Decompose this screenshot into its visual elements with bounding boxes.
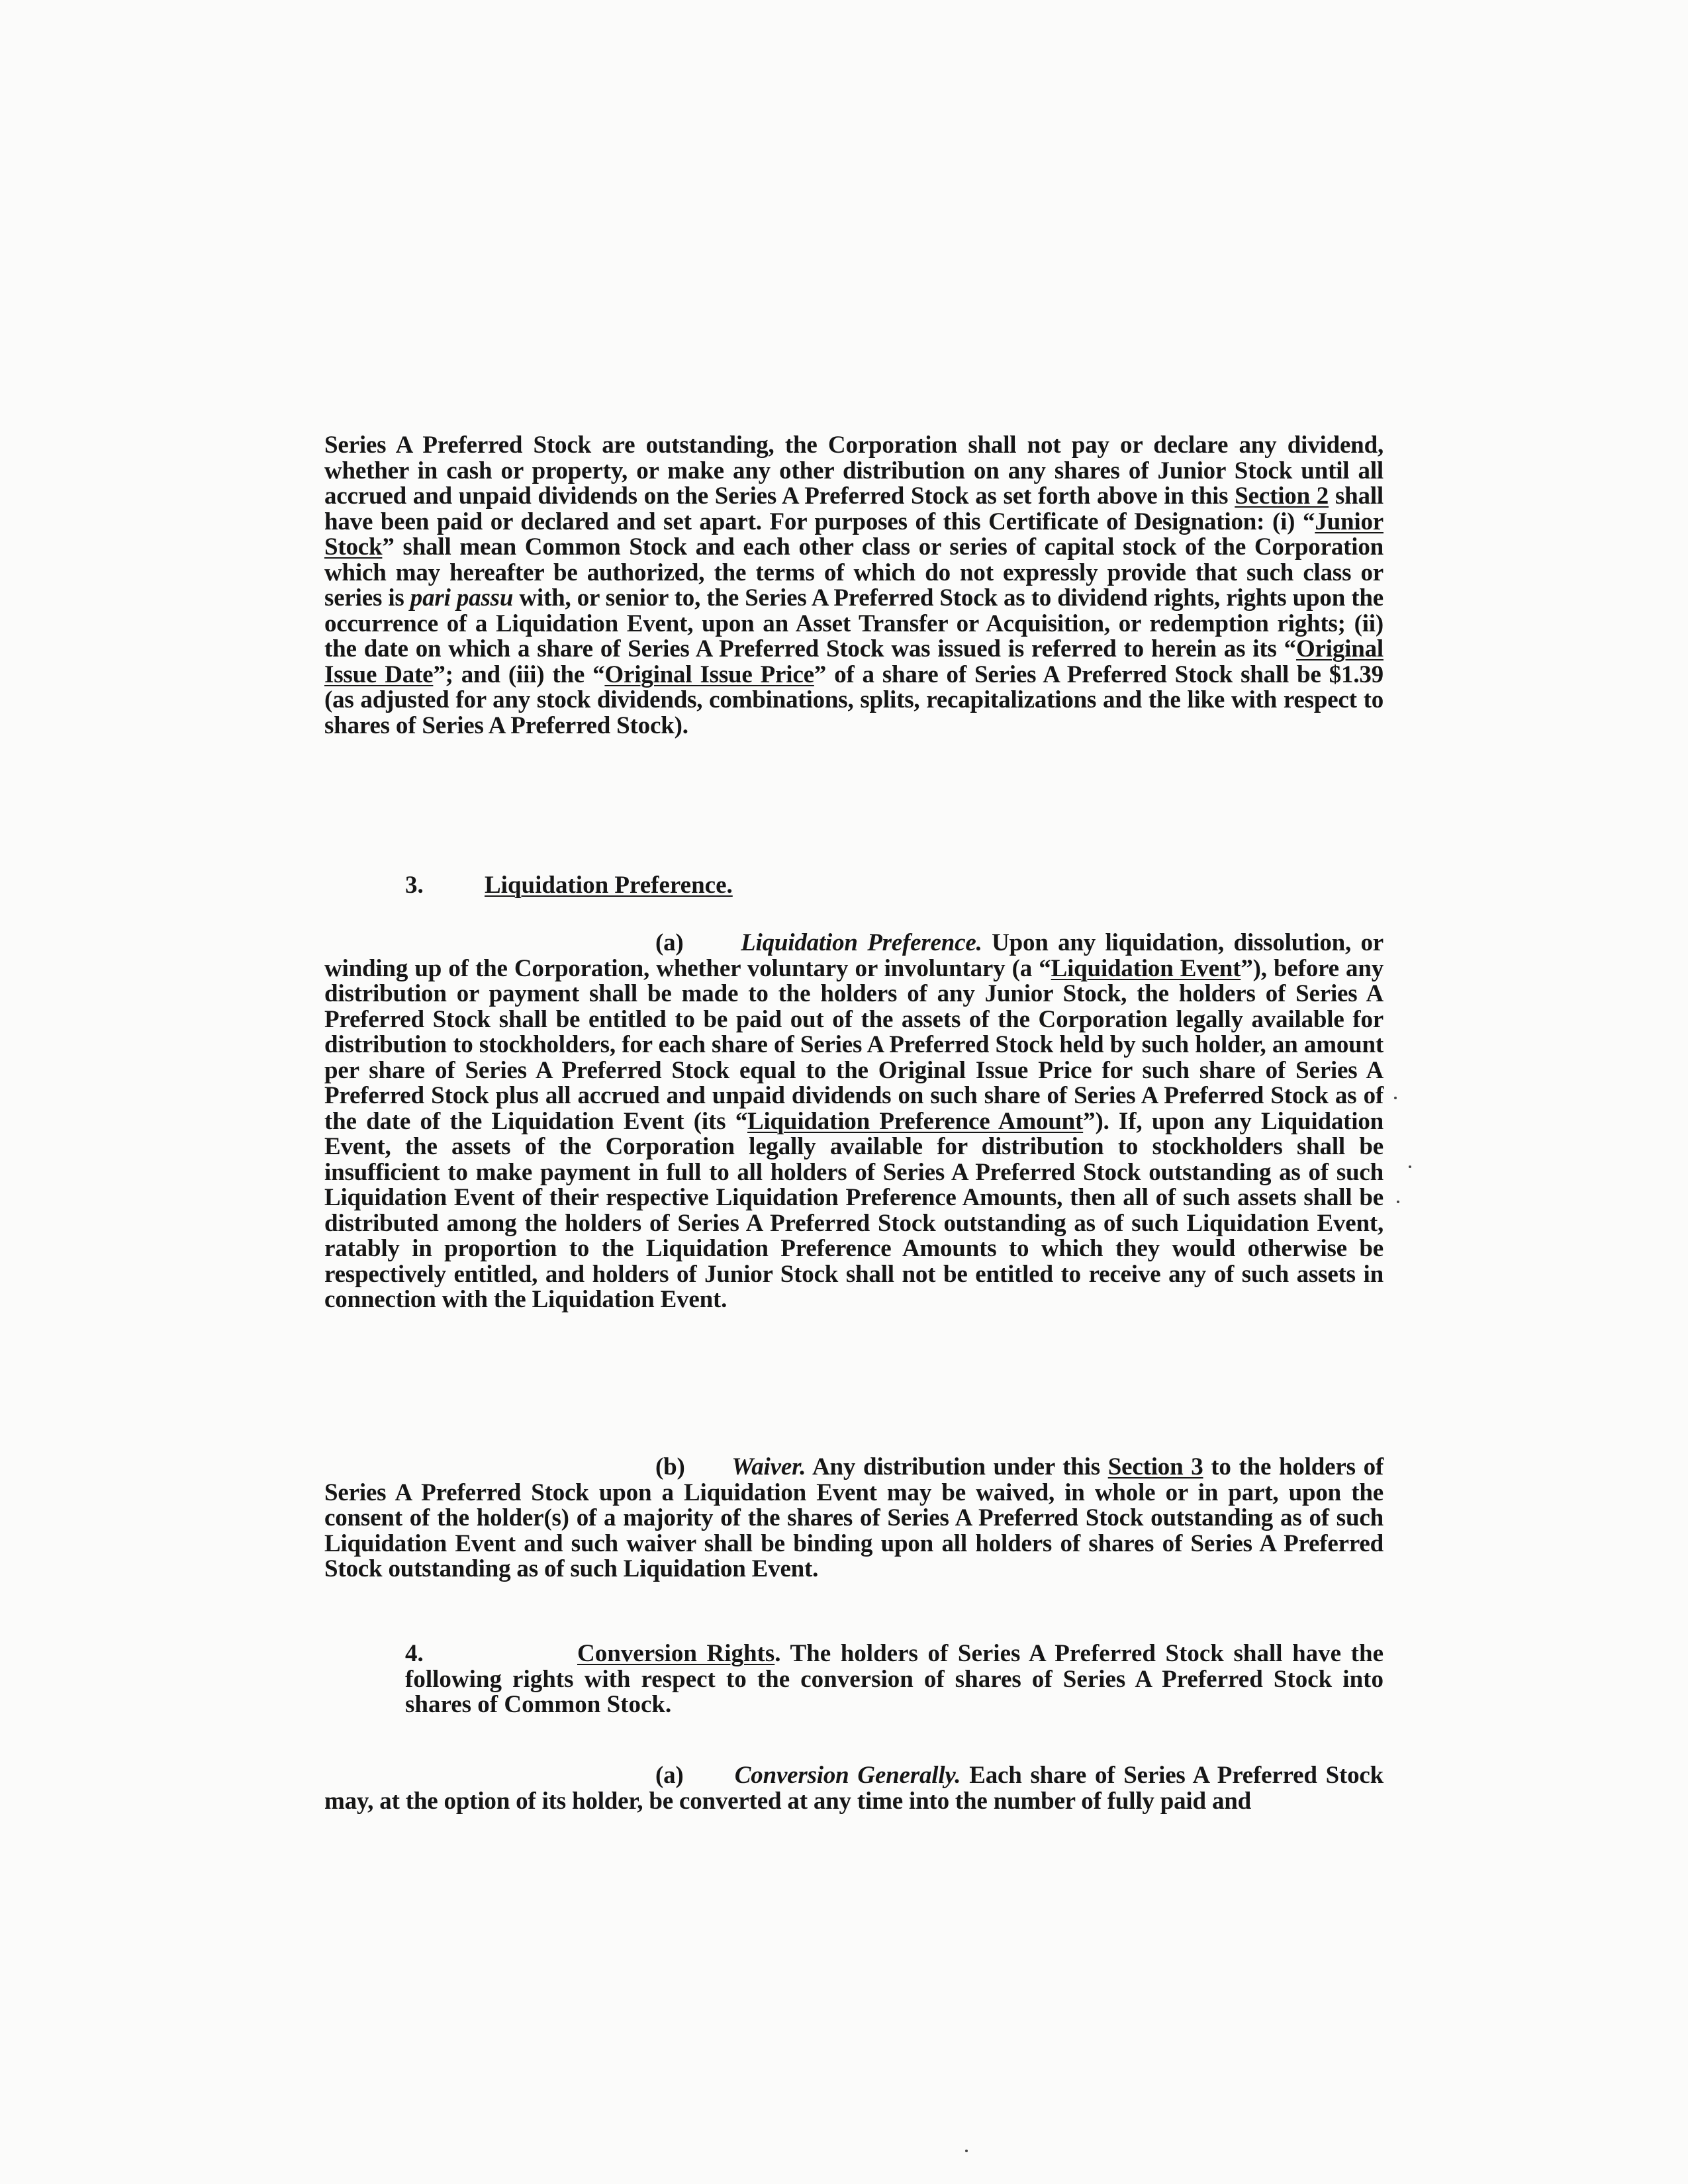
section-2-reference: Section 2 <box>1235 482 1329 510</box>
section-3-heading <box>405 871 733 899</box>
italic-pari-passu: pari passu <box>410 584 514 612</box>
text: ”; and (iii) the “ <box>433 660 605 688</box>
text: ” of a share of Series A Preferred Stock shall be $1.39 (as adjusted for any stock dividends, combinations, splits, recapitalizations and the like with respect to shares of Series A Preferred Stock). <box>324 660 1383 739</box>
text: ”). If, upon any Liquidation Event, the assets of the Corporation legally available for distribution to stockholders shall be insufficient to make payment in full to all holders of Series A Preferred Stock outstanding as of such Liquidation Event of their respective Liquidation Preference Amounts, then all of such assets shall be distributed among the holders of Series A Preferred Stock outstanding as of such Liquidation Event, ratably in proportion to the Liquidation Preference Amounts to which they would otherwise be respectively entitled, and holders of Junior Stock shall not be entitled to receive any of such assets in connection with the Liquidation Event. <box>324 1107 1383 1313</box>
text: ” shall mean Common Stock and each other class or series of capital stock of the Corporation which may hereafter be authorized, the terms of which do not expressly provide that such class or series is <box>324 533 1383 612</box>
paragraph <box>324 433 1383 739</box>
section-2-continuation <box>324 433 1383 739</box>
paragraph-label: (a) <box>655 929 684 956</box>
section-3-reference: Section 3 <box>1107 1453 1203 1480</box>
paragraph-3a <box>324 931 1383 1313</box>
section-4 <box>405 1641 1383 1718</box>
section-number: 3. <box>405 872 424 899</box>
paragraph-label: (a) <box>655 1762 684 1789</box>
paragraph <box>324 931 1383 1313</box>
paragraph-title: Liquidation Preference. <box>741 929 982 956</box>
defined-term-junior-stock: Junior Stock <box>324 508 1383 561</box>
paragraph-3b <box>324 1455 1383 1582</box>
scan-speck <box>965 2150 968 2152</box>
defined-term-liquidation-event: Liquidation Event <box>1051 954 1241 982</box>
text: Series A Preferred Stock are outstanding, the Corporation shall not pay or declare any dividend, whether in cash or property, or make any other distribution on any shares of Junior Stock until all accrued and unpaid dividends on the Series A Preferred Stock as set forth above in this <box>324 432 1383 510</box>
text: shall have been paid or declared and set apart. For purposes of this Certificate of Designation: (i) “ <box>324 482 1383 535</box>
defined-term-liquidation-preference-amount: Liquidation Preference Amount <box>747 1107 1084 1135</box>
paragraph-title: Waiver. <box>731 1453 806 1480</box>
text: Each share of Series A Preferred Stock may, at the option of its holder, be converted at any time into the number of fully paid and <box>324 1762 1383 1815</box>
scan-speck <box>1394 1097 1397 1099</box>
paragraph-label: (b) <box>655 1453 685 1480</box>
paragraph <box>324 1455 1383 1582</box>
text: Upon any liquidation, dissolution, or winding up of the Corporation, whether voluntary or involuntary (a “ <box>324 929 1383 982</box>
defined-term-original-issue-price: Original Issue Price <box>604 660 814 688</box>
section-title: Conversion Rights <box>577 1640 775 1667</box>
section-number: 4. <box>405 1640 424 1667</box>
paragraph-4a <box>324 1763 1383 1814</box>
text: with, or senior to, the Series A Preferred Stock as to dividend rights, rights upon the occurrence of a Liquidation Event, upon an Asset Transfer or Acquisition, or redemption rights; (ii) the date on which a share of Series A Preferred Stock was issued is referred to herein as its “ <box>324 584 1384 662</box>
scan-speck <box>1397 1201 1399 1203</box>
paragraph-title: Conversion Generally. <box>734 1762 961 1789</box>
text: ”), before any distribution or payment shall be made to the holders of any Junior Stock, the holders of Series A Preferred Stock shall be entitled to be paid out of the assets of the Corporation legally available for distribution to stockholders, for each share of Series A Preferred Stock held by such holder, an amount per share of Series A Preferred Stock equal to the Original Issue Price for such share of Series A Preferred Stock plus all accrued and unpaid dividends on such share of Series A Preferred Stock as of the date of the Liquidation Event (its “ <box>324 954 1384 1135</box>
section-title: Liquidation Preference. <box>485 872 733 899</box>
paragraph <box>324 1763 1383 1814</box>
text: . The holders of Series A Preferred Stock shall have the following rights with respect to the conversion of shares of Series A Preferred Stock into shares of Common Stock. <box>405 1640 1383 1718</box>
defined-term-original-issue-date: Original Issue Date <box>324 635 1383 688</box>
scan-speck <box>1409 1165 1411 1168</box>
text: to the holders of Series A Preferred Stock upon a Liquidation Event may be waived, in whole or in part, upon the consent of the holder(s) of a majority of the shares of Series A Preferred Stock outstanding as of such Liquidation Event and such waiver shall be binding upon all holders of shares of Series A Preferred Stock outstanding as of such Liquidation Event. <box>324 1453 1383 1582</box>
text: Any distribution under this <box>806 1453 1108 1480</box>
